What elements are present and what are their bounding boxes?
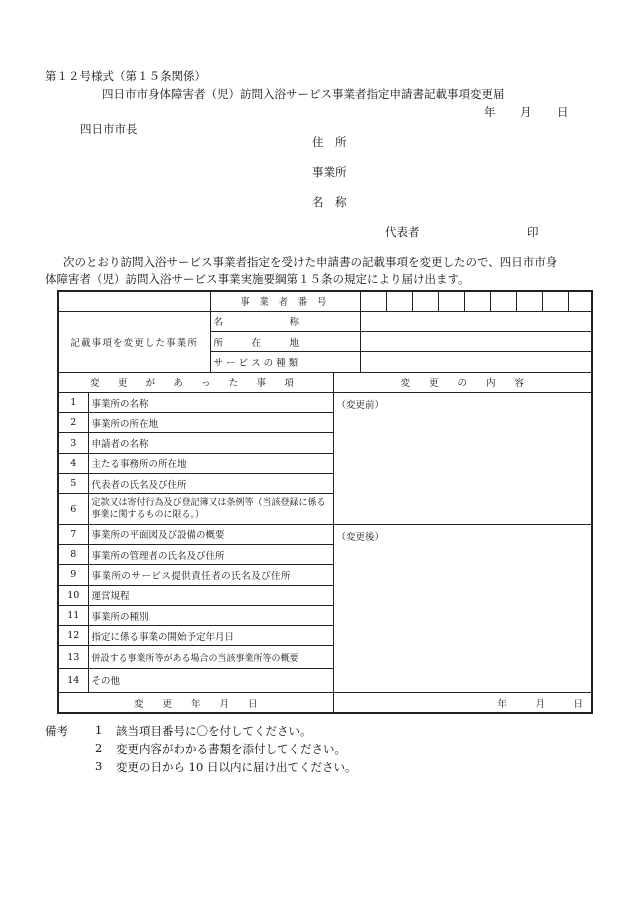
item-text: 主たる事務所の所在地	[88, 453, 333, 473]
business-number-cell[interactable]	[360, 291, 386, 311]
item-number[interactable]: 9	[58, 565, 88, 585]
notes-label: 備考	[45, 724, 68, 738]
blank-corner	[58, 291, 210, 311]
office-name-label: 名 称	[210, 311, 360, 331]
body-text-line1: 次のとおり訪問入浴サービス事業者指定を受けた申請書の記載事項を変更したので、四日市市身	[63, 255, 558, 269]
note-text: 変更内容がわかる書類を添付してください。	[116, 742, 346, 756]
item-text: 指定に係る事業の開始予定年月日	[88, 626, 333, 646]
item-text: 事業所の所在地	[88, 413, 333, 433]
item-text: 事業所のサービス提供責任者の氏名及び住所	[88, 565, 333, 585]
note-number: 1	[95, 723, 103, 737]
office-name-value[interactable]	[360, 311, 592, 331]
note-number: 3	[95, 759, 103, 773]
header-row	[58, 372, 592, 392]
service-type-label: サ ー ビ ス の 種 類	[210, 352, 360, 372]
business-number-cell[interactable]	[542, 291, 568, 311]
business-number-cell[interactable]	[568, 291, 592, 311]
item-number[interactable]: 7	[58, 524, 88, 544]
item-text: 事業所の平面図及び設備の概要	[88, 524, 333, 544]
business-number-cell[interactable]	[386, 291, 412, 311]
date-year: 年	[484, 105, 496, 119]
item-number[interactable]: 1	[58, 392, 88, 412]
note-number: 2	[95, 741, 103, 755]
item-row	[58, 524, 592, 544]
business-number-cell[interactable]	[516, 291, 542, 311]
address-label: 住 所	[312, 135, 347, 149]
item-number[interactable]: 13	[58, 646, 88, 668]
item-number[interactable]: 12	[58, 626, 88, 646]
item-text: 定款又は寄付行為及び登記簿又は条例等（当該登録に係る事業に関するものに限る。）	[88, 494, 333, 524]
business-number-cell[interactable]	[490, 291, 516, 311]
after-change-content[interactable]	[333, 524, 592, 692]
before-change-content[interactable]	[333, 392, 592, 524]
name-label: 名 称	[312, 195, 347, 209]
change-notification-table	[57, 290, 593, 714]
item-text: 申請者の名称	[88, 433, 333, 453]
change-date-row	[58, 693, 592, 713]
item-number[interactable]: 5	[58, 474, 88, 494]
body-text-line2: 体障害者（児）訪問入浴サービス事業実施要綱第１５条の規定により届け出ます。	[45, 272, 470, 286]
item-text: 事業所の名称	[88, 392, 333, 412]
item-number[interactable]: 4	[58, 453, 88, 473]
item-text: 運営規程	[88, 585, 333, 605]
after-label: （変更後）	[336, 531, 385, 543]
item-number[interactable]: 8	[58, 545, 88, 565]
office-label: 事業所	[312, 165, 347, 179]
date-day: 日	[557, 105, 569, 119]
date-month: 月	[520, 105, 532, 119]
business-number-cell[interactable]	[464, 291, 490, 311]
office-location-label: 所 在 地	[210, 332, 360, 352]
before-label: （変更前）	[336, 399, 385, 411]
change-date-label: 変 更 年 月 日	[58, 693, 333, 713]
business-number-cell[interactable]	[438, 291, 464, 311]
item-text: その他	[88, 668, 333, 692]
item-text: 事業所の管理者の氏名及び住所	[88, 545, 333, 565]
changed-office-label: 記載事項を変更した事業所	[58, 311, 210, 372]
addressee: 四日市市長	[80, 122, 138, 136]
item-number[interactable]: 14	[58, 668, 88, 692]
item-number[interactable]: 10	[58, 585, 88, 605]
item-number[interactable]: 2	[58, 413, 88, 433]
form-title: 四日市市身体障害者（児）訪問入浴サービス事業者指定申請書記載事項変更届	[102, 87, 505, 101]
item-text: 代表者の氏名及び住所	[88, 474, 333, 494]
business-number-row	[58, 291, 592, 311]
note-text: 該当項目番号に〇を付してください。	[116, 724, 312, 738]
item-text: 事業所の種別	[88, 605, 333, 625]
office-location-value[interactable]	[360, 332, 592, 352]
item-text: 併設する事業所等がある場合の当該事業所等の概要	[88, 646, 333, 668]
note-text: 変更の日から 10 日以内に届け出てください。	[116, 760, 357, 774]
service-type-value[interactable]	[360, 352, 592, 372]
item-row	[58, 392, 592, 412]
office-name-row	[58, 311, 592, 331]
business-number-label: 事 業 者 番 号	[210, 291, 360, 311]
form-number: 第１２号様式（第１５条関係）	[45, 69, 206, 83]
item-number[interactable]: 3	[58, 433, 88, 453]
representative-label: 代表者	[385, 225, 420, 239]
seal-mark: 印	[527, 225, 539, 239]
item-number[interactable]: 11	[58, 605, 88, 625]
change-content-header: 変 更 の 内 容	[333, 372, 592, 392]
item-number[interactable]: 6	[58, 494, 88, 524]
business-number-cell[interactable]	[412, 291, 438, 311]
changed-items-header: 変 更 が あ っ た 事 項	[58, 372, 333, 392]
change-date-value[interactable]: 年 月 日	[333, 693, 592, 713]
